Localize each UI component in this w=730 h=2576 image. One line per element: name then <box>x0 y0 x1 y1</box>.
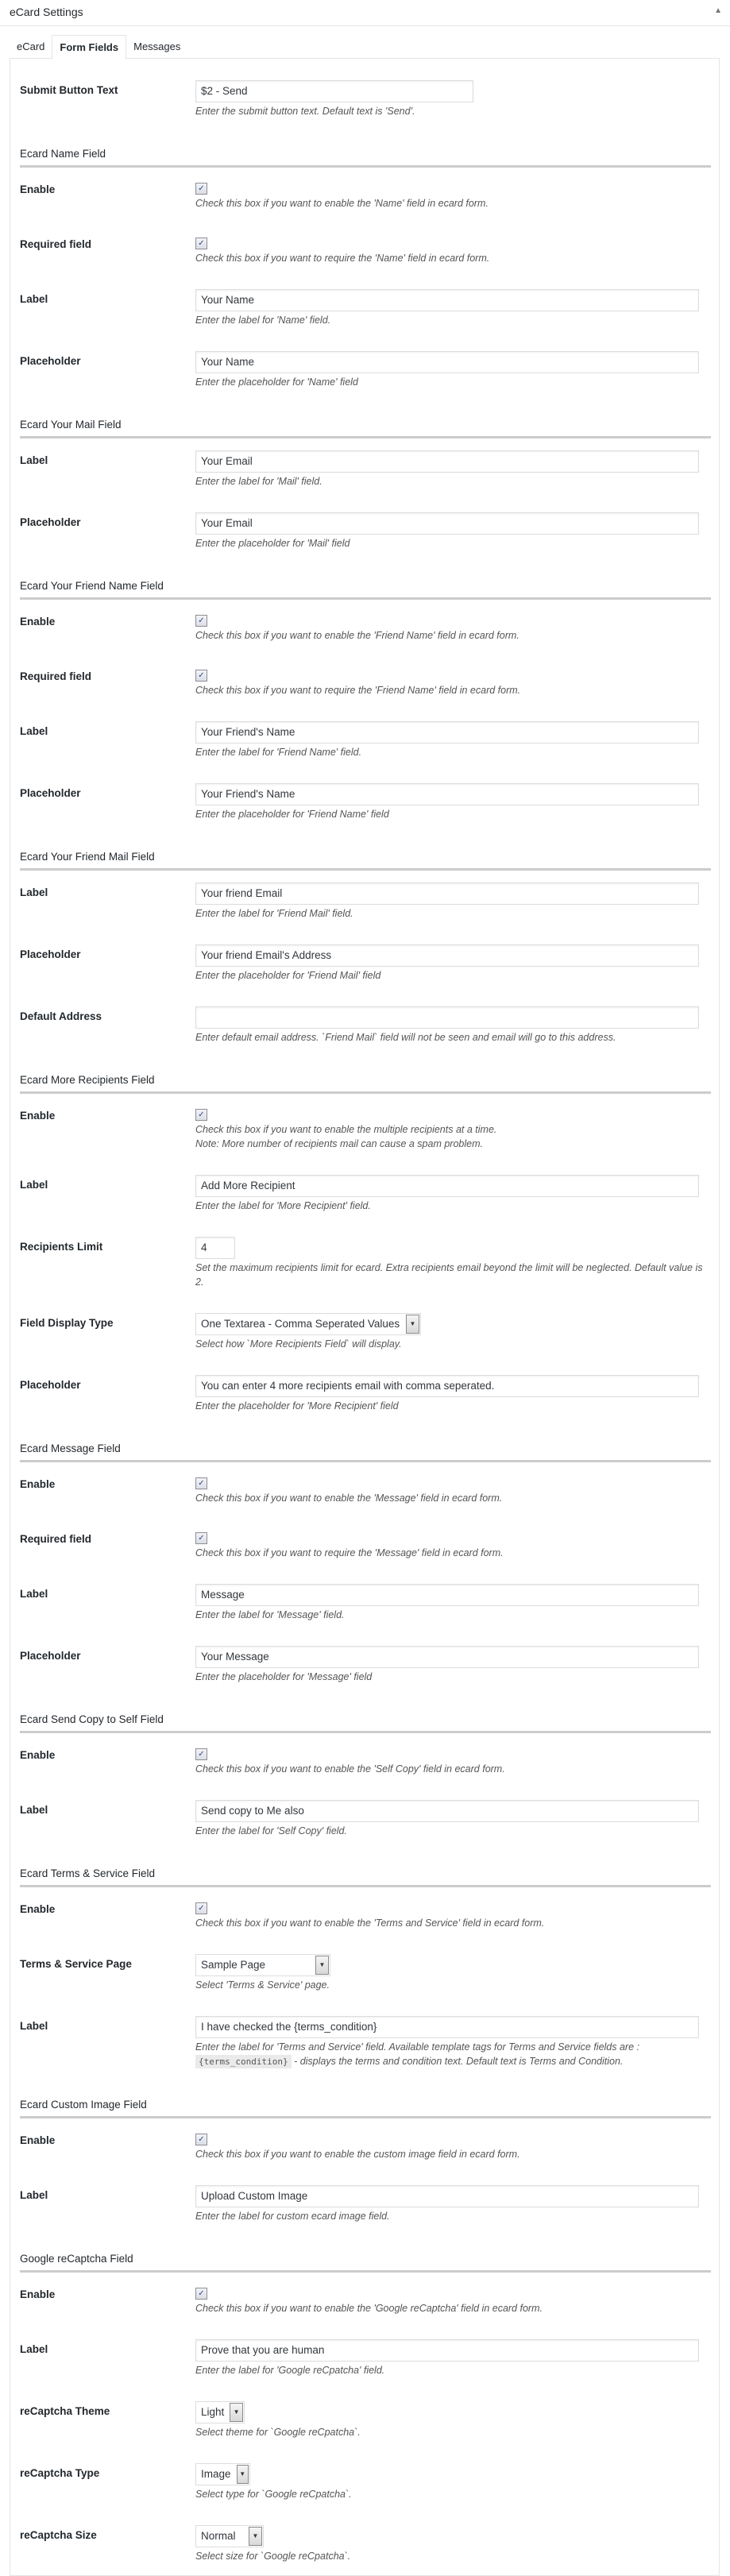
description-text: Enter the placeholder for 'Mail' field <box>195 538 350 549</box>
description-note: Note: More number of recipients mail can cause a spam problem. <box>195 1138 483 1149</box>
setting-control-cell <box>195 2327 711 2389</box>
setting-control-cell <box>195 833 711 870</box>
checkmark-icon: ✓ <box>198 1904 205 1913</box>
ecard-message-field-required-field-checkbox[interactable] <box>195 1532 207 1544</box>
section-title: Ecard Custom Image Field <box>20 2081 195 2118</box>
description-text: Select 'Terms & Service' page. <box>195 1979 330 1991</box>
setting-row <box>20 2451 711 2513</box>
setting-row <box>20 500 711 562</box>
description-text: Select type for `Google reCpatcha`. <box>195 2489 352 2500</box>
setting-label: Enable <box>20 2288 56 2300</box>
setting-label: Placeholder <box>20 948 81 960</box>
checkmark-icon: ✓ <box>198 184 205 193</box>
section-title: Ecard Your Friend Name Field <box>20 562 195 599</box>
setting-label: Label <box>20 2020 48 2032</box>
ecard-terms-service-field-enable-description <box>195 1916 711 1930</box>
selected-value: Sample Page <box>201 1959 266 1971</box>
ecard-message-field-required-field-description <box>195 1546 711 1560</box>
setting-label: Submit Button Text <box>20 84 118 96</box>
google-recaptcha-field-recaptcha-size-description <box>195 2549 711 2563</box>
setting-label: Placeholder <box>20 787 81 799</box>
checkmark-icon: ✓ <box>198 2289 205 2298</box>
ecard-send-copy-to-self-field-label-input[interactable]: Send copy to Me also <box>195 1800 699 1822</box>
setting-control-cell <box>195 655 711 709</box>
google-recaptcha-field-label-description <box>195 2363 711 2377</box>
google-recaptcha-field-recaptcha-type-select[interactable] <box>195 2463 250 2485</box>
description-text: Check this box if you want to enable the 'Self Copy' field in ecard form. <box>195 1763 505 1775</box>
setting-control-cell <box>195 1634 711 1696</box>
checkmark-icon: ✓ <box>198 616 205 625</box>
setting-label: Label <box>20 725 48 737</box>
ecard-more-recipients-field-field-display-type-select[interactable] <box>195 1313 421 1335</box>
setting-row <box>20 68 711 130</box>
ecard-name-field-placeholder-description <box>195 375 711 389</box>
ecard-message-field-placeholder-input[interactable]: Your Message <box>195 1646 699 1668</box>
setting-control-cell <box>195 1696 711 1732</box>
checkmark-icon: ✓ <box>198 1110 205 1119</box>
setting-label: Field Display Type <box>20 1317 114 1329</box>
dropdown-arrow-icon[interactable]: ▼ <box>237 2465 249 2484</box>
setting-control-cell <box>195 2235 711 2272</box>
checkmark-icon: ✓ <box>198 1534 205 1543</box>
tab-ecard[interactable]: eCard <box>17 41 45 52</box>
dropdown-arrow-icon[interactable]: ▼ <box>315 1956 329 1975</box>
ecard-more-recipients-field-placeholder-input[interactable]: You can enter 4 more recipients email with comma seperated. <box>195 1375 699 1397</box>
setting-row <box>20 339 711 401</box>
setting-control-cell <box>195 500 711 562</box>
setting-control-cell <box>195 1572 711 1634</box>
metabox-title: eCard Settings <box>10 6 83 18</box>
description-text: Select size for `Google reCpatcha`. <box>195 2551 351 2562</box>
setting-row <box>20 655 711 709</box>
setting-label: Enable <box>20 1749 56 1761</box>
setting-control-cell <box>195 2272 711 2328</box>
description-text: Enter the placeholder for 'Friend Mail' field <box>195 970 381 981</box>
setting-row <box>20 709 711 771</box>
selected-value: Image <box>201 2468 231 2480</box>
setting-control-cell <box>195 2118 711 2174</box>
ecard-name-field-placeholder-input[interactable]: Your Name <box>195 351 699 373</box>
description-text: Enter default email address. `Friend Mail` field will not be seen and email will go to this address. <box>195 1032 616 1043</box>
dropdown-arrow-icon[interactable]: ▼ <box>230 2403 243 2422</box>
setting-label: Label <box>20 1588 48 1600</box>
section-heading <box>20 2081 711 2118</box>
setting-control-cell <box>195 167 711 223</box>
ecard-your-friend-mail-field-default-address-input[interactable] <box>195 1006 699 1029</box>
ecard-send-copy-to-self-field-enable-description <box>195 1762 711 1776</box>
checkmark-icon: ✓ <box>198 2135 205 2144</box>
setting-control-cell <box>195 1093 711 1164</box>
setting-row <box>20 438 711 501</box>
section-title: Ecard Name Field <box>20 130 195 167</box>
setting-label: Enable <box>20 616 56 628</box>
description-text: Set the maximum recipients limit for ecard. Extra recipients email beyond the limit will be neglected. Default value is 2. <box>195 1262 703 1288</box>
setting-control-cell <box>195 277 711 339</box>
selected-value: Light <box>201 2406 225 2418</box>
setting-label: Placeholder <box>20 516 81 528</box>
setting-label: Label <box>20 1179 48 1191</box>
section-title: Ecard Your Mail Field <box>20 401 195 438</box>
ecard-terms-service-field-label-description <box>195 2040 711 2069</box>
setting-row <box>20 1572 711 1634</box>
ecard-your-friend-name-field-placeholder-description <box>195 807 711 821</box>
setting-control-cell <box>195 2173 711 2235</box>
setting-row <box>20 1517 711 1572</box>
ecard-custom-image-field-label-description <box>195 2209 711 2223</box>
google-recaptcha-field-recaptcha-type-description <box>195 2487 711 2501</box>
description-text: Enter the label for custom ecard image field. <box>195 2211 390 2222</box>
tab-form-fields[interactable]: Form Fields <box>52 35 126 60</box>
section-title: Ecard Terms & Service Field <box>20 1850 195 1887</box>
description-text: Enter the label for 'Self Copy' field. <box>195 1825 347 1836</box>
description-text: Enter the label for 'Friend Mail' field. <box>195 908 353 919</box>
checkmark-icon: ✓ <box>198 1750 205 1759</box>
section-heading <box>20 1056 711 1093</box>
setting-label: Label <box>20 454 48 466</box>
description-text: Check this box if you want to enable the 'Name' field in ecard form. <box>195 198 489 209</box>
setting-control-cell <box>195 2451 711 2513</box>
ecard-your-friend-name-field-placeholder-input[interactable]: Your Friend's Name <box>195 783 699 805</box>
ecard-more-recipients-field-placeholder-description <box>195 1399 711 1413</box>
google-recaptcha-field-recaptcha-size-select[interactable] <box>195 2525 264 2547</box>
description-text: Check this box if you want to enable the 'Terms and Service' field in ecard form. <box>195 1918 545 1929</box>
ecard-your-mail-field-label-input[interactable]: Your Email <box>195 450 699 473</box>
ecard-terms-service-field-enable-checkbox[interactable] <box>195 1902 207 1914</box>
section-heading <box>20 401 711 438</box>
setting-control-cell <box>195 599 711 655</box>
setting-row <box>20 2118 711 2174</box>
description-text: Check this box if you want to require the 'Friend Name' field in ecard form. <box>195 685 521 696</box>
ecard-your-mail-field-label-description <box>195 474 711 489</box>
setting-label: Label <box>20 886 48 898</box>
section-title: Ecard More Recipients Field <box>20 1056 195 1093</box>
setting-label: reCaptcha Theme <box>20 2405 110 2417</box>
setting-row <box>20 994 711 1056</box>
setting-row <box>20 599 711 655</box>
setting-label: Label <box>20 1804 48 1816</box>
description-text: Enter the label for 'Message' field. <box>195 1609 345 1620</box>
description-text: Enter the label for 'Friend Name' field. <box>195 747 362 758</box>
setting-row <box>20 870 711 933</box>
section-heading <box>20 1425 711 1462</box>
setting-label: Label <box>20 293 48 305</box>
ecard-your-friend-name-field-enable-checkbox[interactable] <box>195 615 207 627</box>
collapse-arrow-icon[interactable]: ▲ <box>714 6 722 15</box>
ecard-your-mail-field-placeholder-input[interactable]: Your Email <box>195 512 699 535</box>
google-recaptcha-field-label-input[interactable]: Prove that you are human <box>195 2339 699 2362</box>
description-text: Enter the label for 'More Recipient' field. <box>195 1200 371 1211</box>
general-submit-button-text-input[interactable]: $2 - Send <box>195 80 473 102</box>
setting-label: Required field <box>20 238 92 250</box>
section-heading <box>20 562 711 599</box>
setting-control-cell <box>195 222 711 277</box>
ecard-terms-service-field-terms-service-page-select[interactable] <box>195 1954 330 1976</box>
ecard-name-field-label-description <box>195 313 711 327</box>
setting-control-cell <box>195 1887 711 1943</box>
setting-row <box>20 1732 711 1789</box>
setting-row <box>20 1887 711 1943</box>
google-recaptcha-field-recaptcha-theme-description <box>195 2425 711 2439</box>
setting-control-cell <box>195 933 711 994</box>
setting-label: Label <box>20 2343 48 2355</box>
setting-control-cell <box>195 1732 711 1789</box>
setting-label: Placeholder <box>20 355 81 367</box>
description-text: Check this box if you want to require the 'Name' field in ecard form. <box>195 253 490 264</box>
checkmark-icon: ✓ <box>198 671 205 680</box>
description-text: Enter the placeholder for 'Message' field <box>195 1671 373 1682</box>
setting-control-cell <box>195 2513 711 2575</box>
ecard-your-friend-name-field-required-field-checkbox[interactable] <box>195 670 207 682</box>
google-recaptcha-field-enable-checkbox[interactable] <box>195 2288 207 2300</box>
ecard-your-friend-name-field-label-input[interactable]: Your Friend's Name <box>195 721 699 743</box>
ecard-your-friend-name-field-label-description <box>195 745 711 759</box>
setting-row <box>20 2327 711 2389</box>
setting-control-cell <box>195 130 711 167</box>
setting-row <box>20 222 711 277</box>
setting-control-cell <box>195 1517 711 1572</box>
setting-control-cell <box>195 438 711 501</box>
setting-row <box>20 277 711 339</box>
section-heading <box>20 1696 711 1732</box>
selected-value: One Textarea - Comma Seperated Values <box>201 1318 400 1330</box>
description-text: Check this box if you want to require the 'Message' field in ecard form. <box>195 1547 504 1558</box>
tab-messages[interactable]: Messages <box>133 41 181 52</box>
description-text: Select theme for `Google reCpatcha`. <box>195 2427 361 2438</box>
setting-control-cell <box>195 1462 711 1518</box>
google-recaptcha-field-recaptcha-theme-select[interactable] <box>195 2401 245 2423</box>
ecard-more-recipients-field-recipients-limit-input[interactable]: 4 <box>195 1237 235 1259</box>
metabox-header <box>0 0 730 26</box>
setting-label: Terms & Service Page <box>20 1958 132 1970</box>
setting-row <box>20 2272 711 2328</box>
setting-control-cell <box>195 1788 711 1850</box>
ecard-your-friend-mail-field-placeholder-input[interactable]: Your friend Email's Address <box>195 944 699 967</box>
section-title: Google reCaptcha Field <box>20 2235 195 2272</box>
description-text: Check this box if you want to enable the custom image field in ecard form. <box>195 2149 520 2160</box>
section-title: Ecard Message Field <box>20 1425 195 1462</box>
ecard-more-recipients-field-field-display-type-description <box>195 1337 711 1351</box>
setting-control-cell <box>195 994 711 1056</box>
setting-row <box>20 167 711 223</box>
form-fields-panel <box>10 58 720 2576</box>
setting-control-cell <box>195 771 711 833</box>
ecard-message-field-enable-description <box>195 1491 711 1505</box>
ecard-your-friend-mail-field-default-address-description <box>195 1030 711 1045</box>
setting-label: Default Address <box>20 1010 102 1022</box>
setting-control-cell <box>195 1942 711 2004</box>
description-text: Enter the label for 'Name' field. <box>195 315 331 326</box>
setting-row <box>20 1462 711 1518</box>
setting-row <box>20 933 711 994</box>
ecard-more-recipients-field-enable-checkbox[interactable] <box>195 1109 207 1121</box>
ecard-your-friend-name-field-enable-description <box>195 628 711 643</box>
setting-control-cell <box>195 709 711 771</box>
setting-label: Placeholder <box>20 1650 81 1662</box>
ecard-send-copy-to-self-field-enable-checkbox[interactable] <box>195 1748 207 1760</box>
tab-bar <box>10 35 187 59</box>
setting-row <box>20 2173 711 2235</box>
setting-label: Enable <box>20 1903 56 1915</box>
dropdown-arrow-icon[interactable]: ▼ <box>249 2527 262 2546</box>
ecard-send-copy-to-self-field-label-description <box>195 1824 711 1838</box>
ecard-message-field-label-description <box>195 1608 711 1622</box>
setting-row <box>20 1093 711 1164</box>
section-heading <box>20 2235 711 2272</box>
setting-row <box>20 1301 711 1363</box>
setting-label: Enable <box>20 1110 56 1122</box>
checkmark-icon: ✓ <box>198 239 205 248</box>
setting-row <box>20 2004 711 2081</box>
ecard-your-friend-name-field-required-field-description <box>195 683 711 697</box>
selected-value: Normal <box>201 2530 236 2542</box>
setting-control-cell <box>195 562 711 599</box>
setting-control-cell <box>195 1056 711 1093</box>
description-text: Check this box if you want to enable the 'Google reCaptcha' field in ecard form. <box>195 2303 543 2314</box>
description-text: Check this box if you want to enable the multiple recipients at a time. <box>195 1124 497 1135</box>
setting-row <box>20 1163 711 1225</box>
setting-label: reCaptcha Size <box>20 2529 97 2541</box>
ecard-name-field-label-input[interactable]: Your Name <box>195 289 699 311</box>
setting-label: Required field <box>20 1533 92 1545</box>
setting-control-cell <box>195 339 711 401</box>
setting-control-cell <box>195 1163 711 1225</box>
ecard-custom-image-field-enable-description <box>195 2147 711 2161</box>
setting-label: Enable <box>20 183 56 195</box>
setting-control-cell <box>195 1225 711 1301</box>
setting-label: reCaptcha Type <box>20 2467 100 2479</box>
setting-row <box>20 1363 711 1425</box>
ecard-more-recipients-field-recipients-limit-description <box>195 1261 711 1289</box>
general-submit-button-text-description <box>195 104 711 118</box>
ecard-name-field-required-field-checkbox[interactable] <box>195 238 207 249</box>
ecard-message-field-placeholder-description <box>195 1670 711 1684</box>
ecard-more-recipients-field-enable-description <box>195 1122 711 1151</box>
setting-label: Enable <box>20 2134 56 2146</box>
setting-control-cell <box>195 1850 711 1887</box>
description-text: Check this box if you want to enable the 'Friend Name' field in ecard form. <box>195 630 519 641</box>
ecard-your-mail-field-placeholder-description <box>195 536 711 550</box>
description-text: Enter the label for 'Mail' field. <box>195 476 323 487</box>
description-text: Enter the placeholder for 'Name' field <box>195 377 358 388</box>
description-text: Enter the submit button text. Default text is 'Send'. <box>195 106 415 117</box>
section-heading <box>20 833 711 870</box>
description-text: Select how `More Recipients Field` will display. <box>195 1338 402 1350</box>
setting-label: Enable <box>20 1478 56 1490</box>
setting-control-cell <box>195 2389 711 2451</box>
ecard-your-friend-mail-field-label-input[interactable]: Your friend Email <box>195 882 699 905</box>
ecard-name-field-enable-checkbox[interactable] <box>195 183 207 195</box>
setting-row <box>20 2389 711 2451</box>
ecard-name-field-required-field-description <box>195 251 711 265</box>
setting-row <box>20 2513 711 2575</box>
description-text: Enter the label for 'Google reCpatcha' field. <box>195 2365 385 2376</box>
section-heading <box>20 1850 711 1887</box>
section-title: Ecard Send Copy to Self Field <box>20 1696 195 1732</box>
ecard-message-field-enable-checkbox[interactable] <box>195 1477 207 1489</box>
template-tag: {terms_condition} <box>195 2055 292 2068</box>
section-heading <box>20 130 711 167</box>
settings-table <box>20 68 711 2575</box>
description-text-after: - displays the terms and condition text. Default text is Terms and Condition. <box>291 2056 624 2067</box>
setting-control-cell <box>195 401 711 438</box>
ecard-your-friend-mail-field-label-description <box>195 906 711 921</box>
setting-control-cell <box>195 1363 711 1425</box>
setting-control-cell <box>195 1301 711 1363</box>
dropdown-arrow-icon[interactable]: ▼ <box>406 1315 419 1334</box>
setting-label: Required field <box>20 670 92 682</box>
description-text: Enter the placeholder for 'Friend Name' field <box>195 809 389 820</box>
ecard-terms-service-field-terms-service-page-description <box>195 1978 711 1992</box>
ecard-your-friend-mail-field-placeholder-description <box>195 968 711 983</box>
setting-row <box>20 771 711 833</box>
ecard-more-recipients-field-label-input[interactable]: Add More Recipient <box>195 1175 699 1197</box>
description-text: Check this box if you want to enable the 'Message' field in ecard form. <box>195 1493 503 1504</box>
setting-label: Recipients Limit <box>20 1241 103 1253</box>
ecard-custom-image-field-enable-checkbox[interactable] <box>195 2134 207 2145</box>
setting-control-cell <box>195 68 711 130</box>
setting-row <box>20 1225 711 1301</box>
ecard-custom-image-field-label-input[interactable]: Upload Custom Image <box>195 2185 699 2207</box>
section-title: Ecard Your Friend Mail Field <box>20 833 195 870</box>
setting-label: Placeholder <box>20 1379 81 1391</box>
description-text: Enter the placeholder for 'More Recipient' field <box>195 1400 399 1412</box>
checkmark-icon: ✓ <box>198 1479 205 1488</box>
setting-control-cell <box>195 2081 711 2118</box>
setting-row <box>20 1634 711 1696</box>
setting-control-cell <box>195 870 711 933</box>
ecard-name-field-enable-description <box>195 196 711 210</box>
google-recaptcha-field-enable-description <box>195 2301 711 2315</box>
ecard-message-field-label-input[interactable]: Message <box>195 1584 699 1606</box>
setting-label: Label <box>20 2189 48 2201</box>
setting-control-cell <box>195 1425 711 1462</box>
setting-row <box>20 1788 711 1850</box>
setting-control-cell <box>195 2004 711 2081</box>
setting-row <box>20 1942 711 2004</box>
description-text: Enter the label for 'Terms and Service' field. Available template tags for Terms and Service fields are : <box>195 2041 639 2053</box>
ecard-more-recipients-field-label-description <box>195 1199 711 1213</box>
ecard-terms-service-field-label-input[interactable]: I have checked the {terms_condition} <box>195 2016 699 2038</box>
